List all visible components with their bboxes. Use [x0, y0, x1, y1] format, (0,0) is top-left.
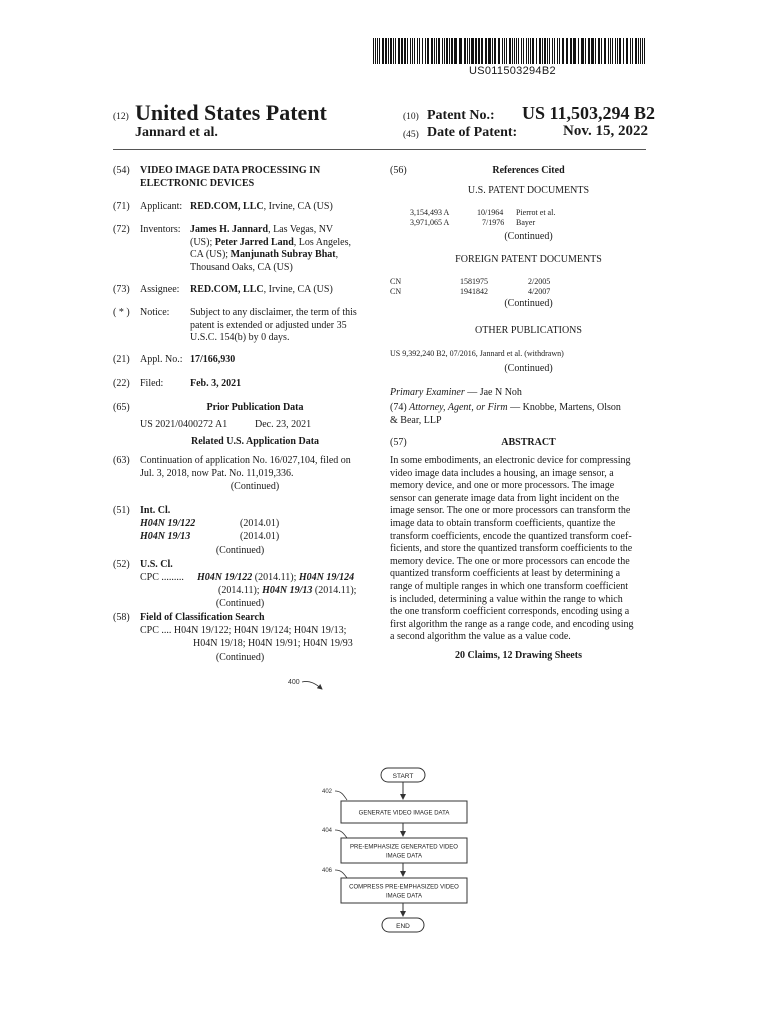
barcode-bar — [612, 38, 613, 64]
cpc-line2 — [218, 585, 356, 598]
barcode-bar — [436, 38, 437, 64]
intcl-row — [140, 518, 290, 531]
barcode-bar — [471, 38, 474, 64]
barcode-bar — [530, 38, 531, 64]
barcode-bar — [547, 38, 548, 64]
assignee-value — [190, 284, 333, 297]
barcode-bar — [417, 38, 418, 64]
us-doc-name: Pierrot et al. — [516, 208, 556, 217]
barcode-bar — [585, 38, 586, 64]
barcode — [373, 38, 648, 64]
foreign-documents-heading: FOREIGN PATENT DOCUMENTS — [455, 254, 602, 265]
barcode-bar — [521, 38, 522, 64]
cpc-class-b: H04N 19/124 — [298, 572, 355, 583]
invention-title — [140, 165, 320, 190]
cpc-class-a: H04N 19/122 — [197, 572, 253, 583]
barcode-bar — [514, 38, 515, 64]
barcode-bar — [626, 38, 628, 64]
barcode-bar — [566, 38, 568, 64]
barcode-bar — [475, 38, 477, 64]
barcode-bar — [469, 38, 470, 64]
continued-note-other: (Continued) — [504, 363, 553, 374]
field-code: (58) — [113, 612, 130, 623]
inventors-label: Inventors: — [140, 224, 181, 235]
barcode-bar — [630, 38, 631, 64]
barcode-bar — [516, 38, 517, 64]
date-code: (45) — [403, 130, 419, 140]
barcode-bar — [377, 38, 378, 64]
us-doc-number: 3,971,065 A — [410, 218, 450, 227]
barcode-bar — [442, 38, 443, 64]
inventor-2-location: , Los Angeles, — [293, 236, 352, 248]
barcode-bar — [581, 38, 584, 64]
barcode-bar — [414, 38, 415, 64]
barcode-bar — [615, 38, 616, 64]
abstract-heading: ABSTRACT — [501, 437, 556, 448]
barcode-bar — [385, 38, 387, 64]
barcode-bar — [591, 38, 594, 64]
barcode-bar — [532, 38, 534, 64]
abstract-line: memory device, and one or more processors. The image — [390, 480, 615, 492]
intcl-date: (2014.01) — [240, 530, 280, 542]
filed-code: (22) — [113, 378, 130, 389]
barcode-bar — [467, 38, 468, 64]
barcode-bar — [422, 38, 423, 64]
foreign-doc-row — [390, 277, 590, 287]
barcode-bar — [444, 38, 445, 64]
abstract-line: memory device. The one or more processors can encode the — [390, 555, 630, 567]
intcl-row — [140, 531, 290, 544]
barcode-bar — [434, 38, 435, 64]
us-documents-list — [410, 208, 610, 228]
us-doc-name: Bayer — [516, 218, 536, 227]
abstract-line: image sensor. The one or more processors can transform the — [390, 505, 631, 517]
inventor-1-location: , Las Vegas, NV — [268, 224, 334, 235]
claims-summary: 20 Claims, 12 Drawing Sheets — [455, 650, 582, 661]
barcode-bar — [390, 38, 392, 64]
barcode-bar — [542, 38, 543, 64]
barcode-number: US011503294B2 — [469, 65, 556, 77]
barcode-bar — [375, 38, 376, 64]
foreign-doc-number: 1581975 — [460, 277, 488, 286]
applicant-location: , Irvine, CA (US) — [263, 201, 333, 212]
barcode-bar — [412, 38, 413, 64]
barcode-bar — [407, 38, 408, 64]
barcode-bar — [595, 38, 596, 64]
barcode-bar — [552, 38, 553, 64]
us-doc-date: 7/1976 — [482, 218, 505, 227]
examiner-name: — Jae N Noh — [464, 387, 522, 398]
barcode-bar — [481, 38, 483, 64]
continuation-code: (63) — [113, 455, 130, 466]
barcode-bar — [640, 38, 641, 64]
barcode-bar — [459, 38, 462, 64]
assignee-label: Assignee: — [140, 284, 180, 295]
step-label-line2: IMAGE DATA — [385, 893, 423, 900]
other-publications-heading: OTHER PUBLICATIONS — [475, 325, 582, 336]
barcode-bar — [526, 38, 527, 64]
step-ref-leader — [335, 830, 347, 838]
cpc-label: CPC ......... — [140, 572, 184, 583]
barcode-bar — [373, 38, 374, 64]
notice-label: Notice: — [140, 307, 170, 318]
filed-date: Feb. 3, 2021 — [190, 378, 242, 389]
barcode-bar — [554, 38, 555, 64]
barcode-bar — [570, 38, 572, 64]
date-of-patent: Nov. 15, 2022 — [563, 123, 649, 139]
barcode-bar — [610, 38, 611, 64]
attorney-line1 — [390, 402, 621, 415]
intcl-code: (51) — [113, 505, 130, 516]
abstract-line: first algorithm the range as a range code, and encoding using — [390, 618, 634, 630]
figure-ref: 400 — [288, 679, 300, 686]
figure-ref-leader — [302, 681, 322, 689]
field-line2: H04N 19/18; H04N 19/91; H04N 19/93 — [193, 638, 353, 649]
attorney-code: (74) — [390, 402, 410, 413]
notice-line2: patent is extended or adjusted under 35 — [190, 319, 347, 331]
barcode-bar — [578, 38, 579, 64]
intcl-heading: Int. Cl. — [140, 505, 171, 516]
inventor-3-comma: , — [335, 249, 339, 261]
field-heading: Field of Classification Search — [140, 612, 265, 623]
barcode-bar — [419, 38, 420, 64]
barcode-bar — [492, 38, 493, 64]
invention-title-line1: VIDEO IMAGE DATA PROCESSING IN — [140, 165, 321, 176]
barcode-bar — [598, 38, 600, 64]
related-data-heading: Related U.S. Application Data — [190, 436, 320, 447]
appl-label: Appl. No.: — [140, 354, 183, 365]
barcode-bar — [518, 38, 519, 64]
barcode-bar — [549, 38, 550, 64]
barcode-bar — [504, 38, 505, 64]
barcode-bar — [608, 38, 609, 64]
applicant-name: RED.COM, LLC — [190, 201, 264, 212]
assignee-name: RED.COM, LLC — [190, 284, 264, 295]
continued-note-related: (Continued) — [230, 481, 280, 492]
us-doc-number: 3,154,493 A — [410, 208, 450, 217]
patent-no-code: (10) — [403, 112, 419, 122]
barcode-bar — [601, 38, 602, 64]
step-ref: 404 — [322, 828, 333, 834]
barcode-bar — [562, 38, 564, 64]
appl-number: 17/166,930 — [190, 354, 236, 365]
notice-line1: Subject to any disclaimer, the term of this — [190, 307, 357, 318]
examiner-label: Primary Examiner — [390, 387, 465, 398]
invention-title-line2: ELECTRONIC DEVICES — [140, 177, 255, 189]
barcode-bar — [557, 38, 558, 64]
barcode-bar — [644, 38, 645, 64]
step-label: GENERATE VIDEO IMAGE DATA — [358, 810, 450, 817]
foreign-doc-row — [390, 287, 590, 297]
barcode-bar — [588, 38, 590, 64]
us-documents-heading: U.S. PATENT DOCUMENTS — [467, 185, 590, 196]
uscl-code: (52) — [113, 559, 130, 570]
cpc-class-a-date: (2014.11); — [252, 572, 299, 583]
us-doc-row — [410, 218, 610, 228]
barcode-bar — [498, 38, 500, 64]
barcode-bar — [382, 38, 384, 64]
continued-note-us: (Continued) — [504, 231, 553, 242]
barcode-bar — [494, 38, 496, 64]
attorney-name: — Knobbe, Martens, Olson — [507, 402, 621, 413]
title-code: (54) — [113, 165, 130, 176]
us-doc-row — [410, 208, 610, 218]
barcode-bar — [573, 38, 576, 64]
barcode-bar — [398, 38, 400, 64]
inventor-3-prefix: CA (US); — [190, 249, 231, 261]
barcode-bar — [395, 38, 396, 64]
barcode-bar — [559, 38, 560, 64]
barcode-bar — [446, 38, 448, 64]
continued-note-foreign: (Continued) — [504, 298, 553, 309]
cpc-class-c: H04N 19/13 — [262, 585, 313, 596]
cpc-line1 — [197, 572, 369, 585]
barcode-bar — [449, 38, 450, 64]
appl-code: (21) — [113, 354, 130, 365]
attorney-line2: & Bear, LLP — [390, 415, 442, 426]
foreign-doc-date: 2/2005 — [528, 277, 551, 286]
barcode-bar — [404, 38, 406, 64]
applicant-value — [190, 201, 333, 214]
inventor-line: Jannard et al. — [135, 125, 218, 140]
abstract-line: range of multiple ranges in which one transform coefficient — [390, 580, 629, 592]
prior-publication-heading: Prior Publication Data — [206, 402, 304, 413]
barcode-bar — [509, 38, 511, 64]
barcode-bar — [536, 38, 537, 64]
barcode-bar — [523, 38, 524, 64]
filed-label: Filed: — [140, 378, 164, 389]
references-cited-heading: References Cited — [492, 165, 565, 176]
prior-publication-number: US 2021/0400272 A1 — [140, 419, 228, 430]
date-of-patent-label: Date of Patent: — [427, 125, 518, 140]
step-ref: 406 — [322, 868, 333, 874]
inventors-list — [190, 224, 380, 274]
barcode-bar — [410, 38, 411, 64]
inventor-2-name: Peter Jarred Land — [214, 236, 294, 248]
foreign-doc-date: 4/2007 — [528, 287, 551, 296]
refs-code: (56) — [390, 165, 407, 176]
abstract-line: transform coefficients, encode the quantized transform coef- — [390, 530, 632, 542]
continued-note-uscl: (Continued) — [215, 598, 265, 609]
abstract-line: video image data includes a housing, an image sensor, a — [390, 467, 614, 479]
barcode-bar — [393, 38, 394, 64]
inventors-code: (72) — [113, 224, 130, 235]
abstract-line: is included, determining a value within the range to which — [390, 593, 623, 605]
uscl-heading: U.S. Cl. — [140, 559, 173, 570]
continuation-text — [140, 455, 351, 480]
notice-line3: U.S.C. 154(b) by 0 days. — [190, 332, 290, 344]
applicant-code: (71) — [113, 201, 130, 212]
notice-text — [190, 307, 357, 345]
barcode-bar — [427, 38, 429, 64]
other-publication: US 9,392,240 B2, 07/2016, Jannard et al. (withdrawn) — [390, 349, 564, 358]
barcode-bar — [425, 38, 426, 64]
barcode-bar — [488, 38, 491, 64]
continued-note-intcl: (Continued) — [215, 545, 265, 556]
abstract-code: (57) — [390, 437, 407, 448]
continuation-line1: Continuation of application No. 16/027,104, filed on — [140, 455, 351, 466]
barcode-bar — [544, 38, 546, 64]
cpc-class-c-date: (2014.11); — [312, 585, 357, 596]
patent-number: US 11,503,294 B2 — [522, 103, 656, 123]
barcode-bar — [604, 38, 606, 64]
barcode-bar — [638, 38, 639, 64]
barcode-bar — [632, 38, 633, 64]
step-ref-leader — [335, 870, 347, 878]
step-ref: 402 — [322, 789, 333, 795]
continued-note-field: (Continued) — [215, 652, 265, 663]
barcode-bar — [506, 38, 507, 64]
step-label-line1: COMPRESS PRE-EMPHASIZED VIDEO — [349, 884, 459, 891]
assignee-code: (73) — [113, 284, 130, 295]
header-rule — [113, 149, 646, 150]
barcode-bar — [431, 38, 433, 64]
barcode-bar — [401, 38, 403, 64]
patent-title: United States Patent — [135, 100, 327, 125]
prior-code: (65) — [113, 402, 130, 413]
us-doc-date: 10/1964 — [477, 208, 504, 217]
assignee-location: , Irvine, CA (US) — [263, 284, 333, 295]
abstract-line: a second algorithm the value as a value code. — [390, 631, 571, 643]
foreign-doc-number: 1941842 — [460, 287, 488, 296]
barcode-bar — [379, 38, 380, 64]
abstract-line: sensor can generate image data from light incident on the — [390, 492, 620, 504]
kind-code-label: (12) — [113, 112, 129, 122]
step-ref-leader — [335, 791, 347, 800]
barcode-bar — [388, 38, 389, 64]
barcode-bar — [454, 38, 457, 64]
end-label: END — [396, 923, 410, 930]
intcl-code-value: H04N 19/122 — [140, 518, 196, 529]
barcode-bar — [528, 38, 529, 64]
barcode-bar — [485, 38, 487, 64]
abstract-line: the one transform coefficient corresponds, encoding using a — [390, 606, 630, 618]
barcode-bar — [512, 38, 513, 64]
inventor-3-name: Manjunath Subray Bhat — [230, 249, 336, 261]
barcode-bar — [451, 38, 453, 64]
patent-no-label: Patent No.: — [427, 108, 495, 123]
abstract-text — [390, 455, 647, 644]
barcode-bar — [502, 38, 503, 64]
foreign-documents-list — [390, 277, 590, 297]
foreign-doc-country: CN — [390, 277, 402, 286]
barcode-bar — [478, 38, 480, 64]
abstract-line: ficients, and store the quantized transform coefficients to the — [390, 543, 633, 555]
intcl-date: (2014.01) — [240, 518, 280, 529]
barcode-bar — [464, 38, 466, 64]
inventor-2-prefix: (US); — [190, 236, 215, 248]
intcl-list — [140, 518, 290, 543]
abstract-line: image data to obtain transform coefficients, quantize the — [390, 517, 616, 529]
barcode-bar — [619, 38, 621, 64]
intcl-code-value: H04N 19/13 — [140, 530, 191, 542]
step-label-line1: PRE-EMPHASIZE GENERATED VIDEO — [350, 844, 458, 851]
representative-figure — [280, 670, 500, 945]
inventor-1-name: James H. Jannard — [190, 224, 269, 235]
primary-examiner — [390, 387, 522, 400]
barcode-bar — [617, 38, 618, 64]
cpc-class-b-date: (2014.11); — [218, 585, 263, 596]
barcode-bar — [539, 38, 541, 64]
barcode-bar — [623, 38, 624, 64]
prior-publication-date: Dec. 23, 2021 — [255, 419, 312, 430]
continuation-line2: Jul. 3, 2018, now Pat. No. 11,019,336. — [140, 467, 294, 479]
inventor-3-location: Thousand Oaks, CA (US) — [190, 261, 293, 273]
attorney-label: Attorney, Agent, or Firm — [409, 402, 508, 413]
abstract-line: In some embodiments, an electronic device for compressing — [390, 455, 631, 466]
foreign-doc-country: CN — [390, 287, 402, 296]
abstract-line: quantized transform coefficients at least by determining a — [390, 568, 621, 580]
step-label-line2: IMAGE DATA — [385, 853, 423, 860]
barcode-bar — [438, 38, 440, 64]
applicant-label: Applicant: — [140, 201, 183, 212]
barcode-bar — [642, 38, 643, 64]
start-label: START — [392, 773, 414, 780]
notice-code: ( * ) — [113, 307, 130, 318]
barcode-bar — [635, 38, 637, 64]
field-line1: CPC .... H04N 19/122; H04N 19/124; H04N 19/13; — [140, 625, 347, 636]
